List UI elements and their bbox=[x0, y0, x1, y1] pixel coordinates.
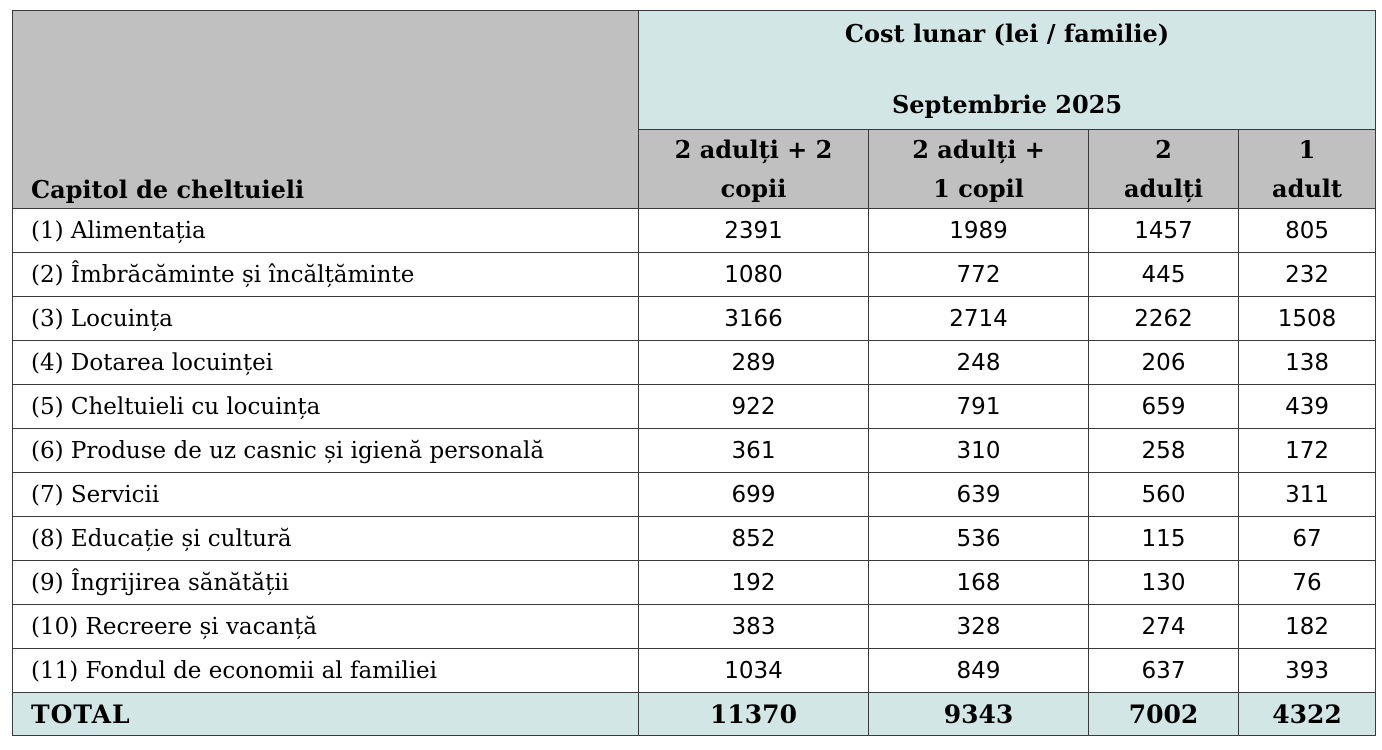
row-label: (3) Locuința bbox=[13, 297, 639, 341]
row-label: (2) Îmbrăcăminte și încălțăminte bbox=[13, 253, 639, 297]
total-row bbox=[13, 693, 1376, 736]
row-value: 445 bbox=[1089, 253, 1239, 297]
row-value: 192 bbox=[639, 561, 869, 605]
table-row bbox=[13, 473, 1376, 517]
row-value: 637 bbox=[1089, 649, 1239, 693]
table-row bbox=[13, 253, 1376, 297]
row-label: (6) Produse de uz casnic și igienă personală bbox=[13, 429, 639, 473]
table-row bbox=[13, 649, 1376, 693]
header-row-top bbox=[13, 11, 1376, 130]
total-label: TOTAL bbox=[13, 693, 639, 736]
row-value: 2391 bbox=[639, 209, 869, 253]
total-value: 4322 bbox=[1239, 693, 1376, 736]
row-value: 289 bbox=[639, 341, 869, 385]
column-header-line2: adulți bbox=[1123, 174, 1204, 203]
row-label: (8) Educație și cultură bbox=[13, 517, 639, 561]
row-label: (7) Servicii bbox=[13, 473, 639, 517]
row-label: (4) Dotarea locuinței bbox=[13, 341, 639, 385]
row-value: 659 bbox=[1089, 385, 1239, 429]
row-value: 805 bbox=[1239, 209, 1376, 253]
total-value: 11370 bbox=[639, 693, 869, 736]
row-value: 849 bbox=[869, 649, 1089, 693]
row-value: 1034 bbox=[639, 649, 869, 693]
column-header-line2: adult bbox=[1272, 174, 1342, 203]
row-value: 699 bbox=[639, 473, 869, 517]
table-row bbox=[13, 429, 1376, 473]
row-value: 772 bbox=[869, 253, 1089, 297]
cost-header bbox=[639, 11, 1376, 130]
table-row bbox=[13, 517, 1376, 561]
column-header-2a2c bbox=[639, 130, 869, 209]
cost-title: Cost lunar (lei / familie) bbox=[844, 19, 1170, 48]
row-label: (11) Fondul de economii al familiei bbox=[13, 649, 639, 693]
row-value: 3166 bbox=[639, 297, 869, 341]
row-label: (5) Cheltuieli cu locuința bbox=[13, 385, 639, 429]
row-value: 248 bbox=[869, 341, 1089, 385]
table-row bbox=[13, 341, 1376, 385]
column-header-2a1c bbox=[869, 130, 1089, 209]
row-value: 138 bbox=[1239, 341, 1376, 385]
row-value: 560 bbox=[1089, 473, 1239, 517]
row-value: 1080 bbox=[639, 253, 869, 297]
row-label: (1) Alimentația bbox=[13, 209, 639, 253]
row-value: 393 bbox=[1239, 649, 1376, 693]
row-value: 232 bbox=[1239, 253, 1376, 297]
row-value: 274 bbox=[1089, 605, 1239, 649]
table-row bbox=[13, 561, 1376, 605]
table-row bbox=[13, 605, 1376, 649]
column-header-line1: 1 bbox=[1298, 135, 1316, 164]
row-value: 130 bbox=[1089, 561, 1239, 605]
row-value: 310 bbox=[869, 429, 1089, 473]
period-label: Septembrie 2025 bbox=[891, 90, 1123, 119]
row-label: (9) Îngrijirea sănătății bbox=[13, 561, 639, 605]
row-value: 115 bbox=[1089, 517, 1239, 561]
row-value: 383 bbox=[639, 605, 869, 649]
row-value: 328 bbox=[869, 605, 1089, 649]
chapter-header: Capitol de cheltuieli bbox=[13, 11, 639, 209]
row-value: 439 bbox=[1239, 385, 1376, 429]
column-header-line2: copii bbox=[720, 174, 787, 203]
budget-table bbox=[12, 10, 1376, 736]
row-value: 206 bbox=[1089, 341, 1239, 385]
column-header-line2: 1 copil bbox=[933, 174, 1024, 203]
row-value: 311 bbox=[1239, 473, 1376, 517]
total-value: 9343 bbox=[869, 693, 1089, 736]
row-value: 1457 bbox=[1089, 209, 1239, 253]
row-value: 258 bbox=[1089, 429, 1239, 473]
column-header-line1: 2 adulți + bbox=[912, 135, 1045, 164]
row-value: 639 bbox=[869, 473, 1089, 517]
row-value: 168 bbox=[869, 561, 1089, 605]
column-header-2a bbox=[1089, 130, 1239, 209]
row-label: (10) Recreere și vacanță bbox=[13, 605, 639, 649]
table-row bbox=[13, 297, 1376, 341]
row-value: 1989 bbox=[869, 209, 1089, 253]
row-value: 536 bbox=[869, 517, 1089, 561]
table-body bbox=[13, 209, 1376, 693]
row-value: 1508 bbox=[1239, 297, 1376, 341]
row-value: 922 bbox=[639, 385, 869, 429]
row-value: 182 bbox=[1239, 605, 1376, 649]
row-value: 2714 bbox=[869, 297, 1089, 341]
row-value: 172 bbox=[1239, 429, 1376, 473]
row-value: 852 bbox=[639, 517, 869, 561]
row-value: 791 bbox=[869, 385, 1089, 429]
row-value: 67 bbox=[1239, 517, 1376, 561]
column-header-line1: 2 bbox=[1155, 135, 1172, 164]
row-value: 361 bbox=[639, 429, 869, 473]
table-row bbox=[13, 385, 1376, 429]
row-value: 2262 bbox=[1089, 297, 1239, 341]
column-header-1a bbox=[1239, 130, 1376, 209]
column-header-line1: 2 adulți + 2 bbox=[674, 135, 833, 164]
table-row bbox=[13, 209, 1376, 253]
total-value: 7002 bbox=[1089, 693, 1239, 736]
row-value: 76 bbox=[1239, 561, 1376, 605]
